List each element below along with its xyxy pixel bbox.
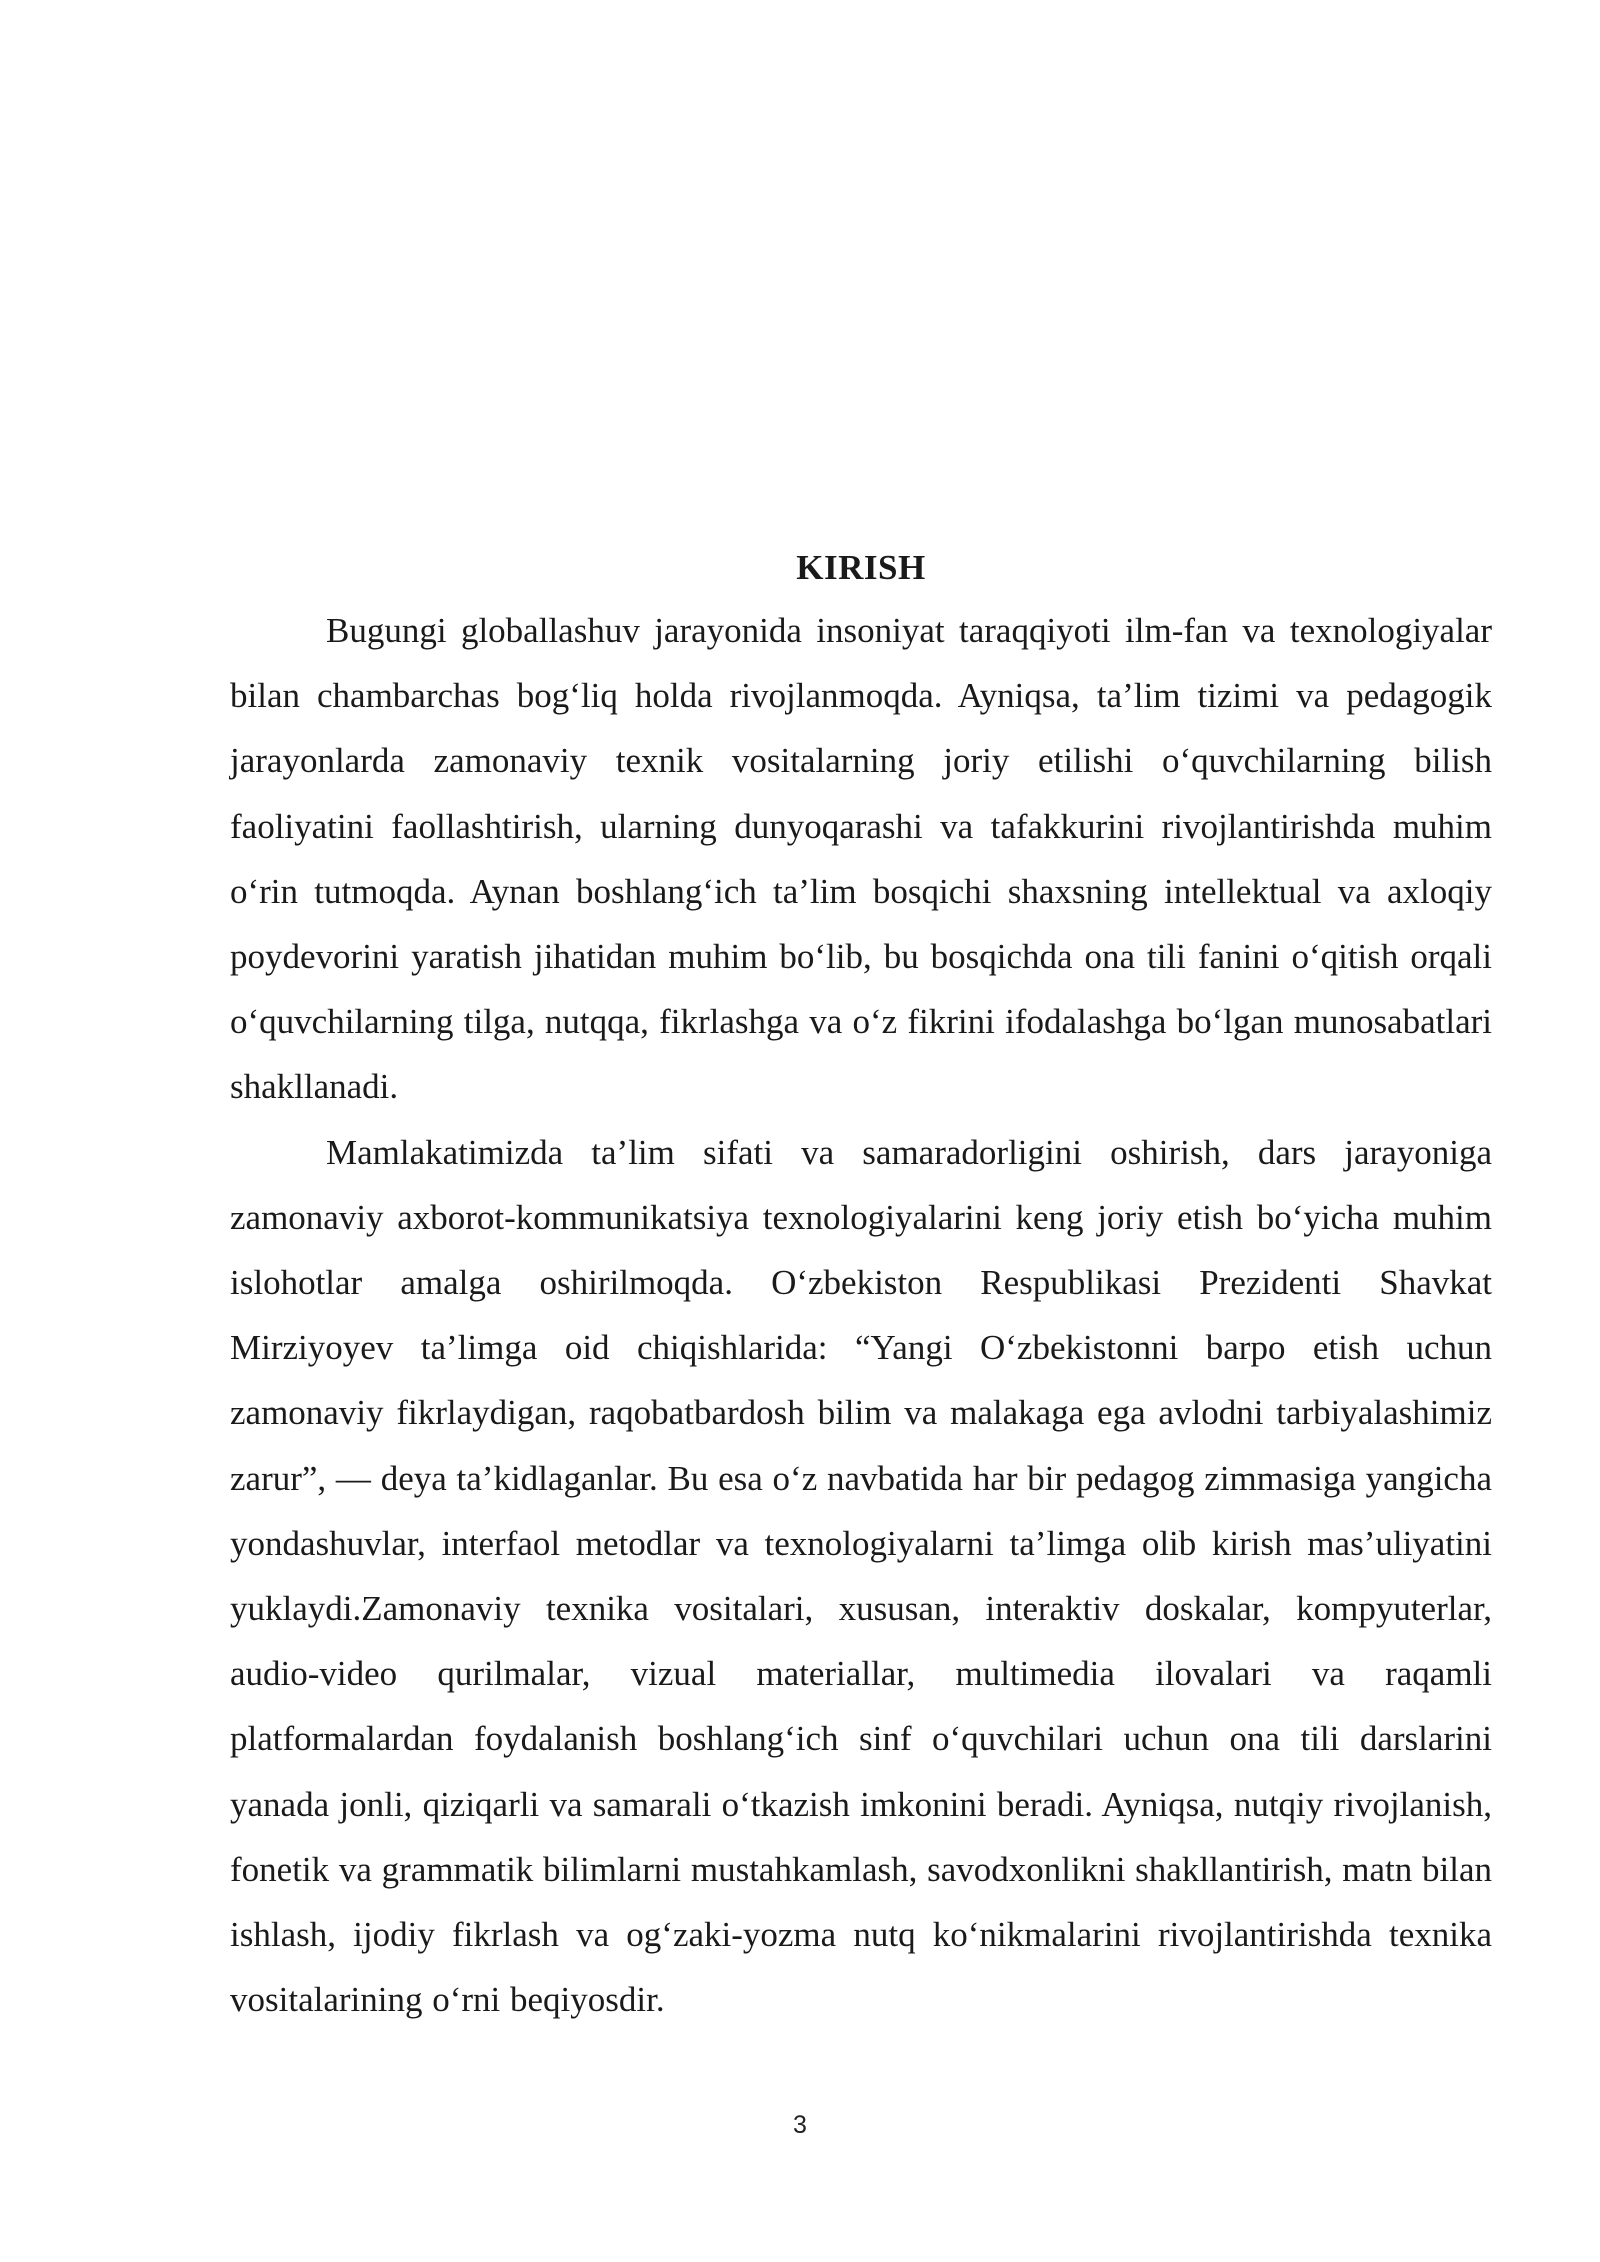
page-number: 3 bbox=[793, 2111, 807, 2139]
page-content bbox=[230, 538, 1492, 2032]
paragraph-2: Mamlakatimizda ta’lim sifati va samaradorligini oshirish, dars jarayoniga zamonaviy axborot-kommunikatsiya texnologiyalarini keng joriy etish bo‘yicha muhim islohotlar amalga oshirilmoqda. O‘zbekiston Respublikasi Prezidenti Shavkat Mirziyoyev ta’limga oid chiqishlarida: “Yangi O‘zbekistonni barpo etish uchun zamonaviy fikrlaydigan, raqobatbardosh bilim va malakaga ega avlodni tarbiyalashimiz zarur”, — deya ta’kidlaganlar. Bu esa o‘z navbatida har bir pedagog zimmasiga yangicha yondashuvlar, interfaol metodlar va texnologiyalarni ta’limga olib kirish mas’uliyatini yuklaydi.Zamonaviy texnika vositalari, xususan, interaktiv doskalar, kompyuterlar, audio-video qurilmalar, vizual materiallar, multimedia ilovalari va raqamli platformalardan foydalanish boshlang‘ich sinf o‘quvchilari uchun ona tili darslarini yanada jonli, qiziqarli va samarali o‘tkazish imkonini beradi. Ayniqsa, nutqiy rivojlanish, fonetik va grammatik bilimlarni mustahkamlash, savodxonlikni shakllantirish, matn bilan ishlash, ijodiy fikrlash va og‘zaki-yozma nutq ko‘nikmalarini rivojlantirishda texnika vositalarining o‘rni beqiyosdir. bbox=[230, 1132, 1492, 2020]
section-title: KIRISH bbox=[796, 548, 926, 587]
paragraph-1: Bugungi globallashuv jarayonida insoniyat taraqqiyoti ilm-fan va texnologiyalar bilan chambarchas bog‘liq holda rivojlanmoqda. Ayniqsa, ta’lim tizimi va pedagogik jarayonlarda zamonaviy texnik vositalarning joriy etilishi o‘quvchilarning bilish faoliyatini faollashtirish, ularning dunyoqarashi va tafakkurini rivojlantirishda muhim o‘rin tutmoqda. Aynan boshlang‘ich ta’lim bosqichi shaxsning intellektual va axloqiy poydevorini yaratish jihatidan muhim bo‘lib, bu bosqichda ona tili fanini o‘qitish orqali o‘quvchilarning tilga, nutqqa, fikrlashga va o‘z fikrini ifodalashga bo‘lgan munosabatlari shakllanadi. bbox=[230, 611, 1492, 1107]
